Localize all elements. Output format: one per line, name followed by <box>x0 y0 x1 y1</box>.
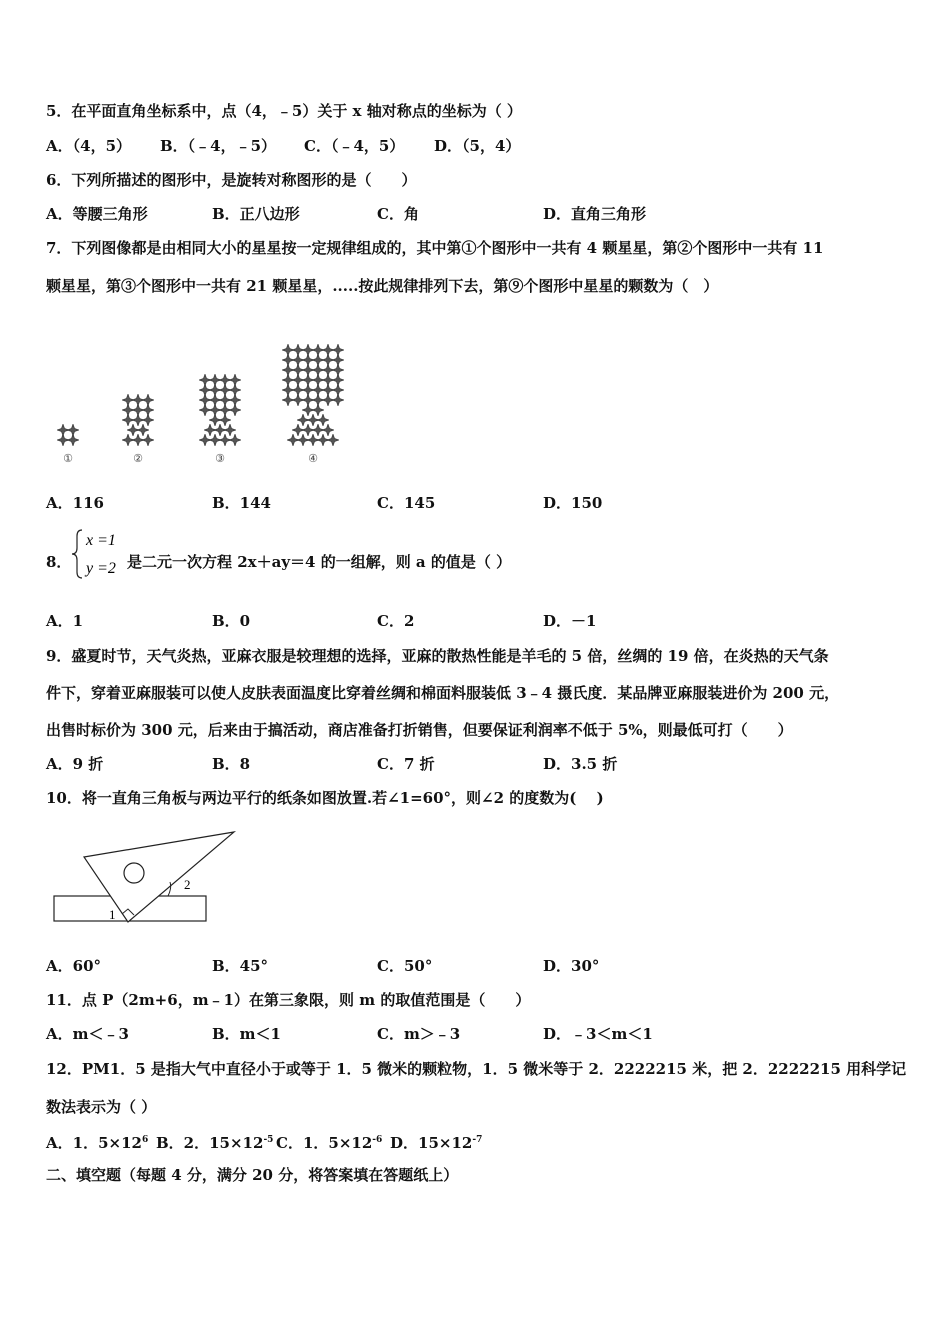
q8-option-c: C．2 <box>377 612 415 630</box>
q9-line3: 出售时标价为 300 元，后来由于搞活动，商店准备打折销售，但要保证利润率不低于 5%，则最低可打（ ） <box>46 721 793 739</box>
q5-option-d: D．（5，4） <box>434 137 521 155</box>
q9-line2: 件下，穿着亚麻服装可以使人皮肤表面温度比穿着丝绸和棉面料服装低 3﹣4 摄氏度．某品牌亚麻服装进价为 200 元， <box>46 684 840 702</box>
q10-option-c: C．50° <box>377 957 433 975</box>
q8-option-a: A．1 <box>46 612 84 630</box>
q9-option-b: B．8 <box>212 755 251 773</box>
q7-option-a: A．116 <box>46 494 104 512</box>
q8-stem: 是二元一次方程 2x＋ay＝4 的一组解，则 a 的值是（ ） <box>127 553 512 571</box>
q12-option-d: D．$15\times 12^{-7}$ <box>390 1134 483 1152</box>
q12-option-c: C．1．$5\times 12^{-6}$ <box>276 1134 383 1152</box>
q7-option-c: C．145 <box>377 494 436 512</box>
q5-option-b: B．（﹣4，﹣5） <box>160 137 277 155</box>
q7-fig3-label: ③ <box>215 453 225 465</box>
q7-option-d: D．150 <box>543 494 603 512</box>
q12-line1: 12．PM1．5 是指大气中直径小于或等于 1．5 微米的颗粒物，1．5 微米等于 2．2222215 米，把 2．2222215 用科学记 <box>46 1060 907 1078</box>
q11-stem: 11．点 P（2m+6，m﹣1）在第三象限，则 m 的取值范围是（ ） <box>46 991 531 1009</box>
q6-stem: 6．下列所描述的图形中，是旋转对称图形的是（ ） <box>46 171 417 189</box>
section2-heading: 二、填空题（每题 4 分，满分 20 分，将答案填在答题纸上） <box>46 1166 459 1184</box>
q10-option-b: B．45° <box>212 957 269 975</box>
q11-option-d: D．﹣3＜m＜1 <box>543 1025 653 1043</box>
q7-star <box>67 424 79 436</box>
q8-number: 8． <box>46 553 72 571</box>
q7-star <box>317 414 329 426</box>
q10-triangle <box>84 832 234 922</box>
q10-stem: 10．将一直角三角板与两边平行的纸条如图放置.若∠1=60°，则∠2 的度数为( ) <box>46 789 604 807</box>
q7-star <box>322 424 334 436</box>
q8-option-b: B．0 <box>212 612 251 630</box>
q7-star <box>332 344 344 356</box>
q12-line2: 数法表示为（ ） <box>46 1098 157 1116</box>
q10-angle1-label: 1 <box>109 907 116 922</box>
q9-option-d: D．3.5 折 <box>543 755 618 773</box>
q8-sys-x: x =1 <box>86 532 116 549</box>
q7-option-b: B．144 <box>212 494 271 512</box>
q11-option-a: A．m＜﹣3 <box>46 1025 129 1043</box>
q6-option-c: C．角 <box>377 205 419 223</box>
q9-option-a: A．9 折 <box>46 755 104 773</box>
q7-fig2-label: ② <box>133 453 143 465</box>
q12-option-b: B．2．$15\times 12^{-5}$ <box>156 1134 274 1152</box>
q7-star <box>327 434 339 446</box>
q7-stem-line2: 颗星星，第③个图形中一共有 21 颗星星，.....按此规律排列下去，第⑨个图形中星星的颗数为（ ） <box>46 277 719 295</box>
q7-star <box>229 434 241 446</box>
q12-option-a: A．1．$5\times 12^6$ <box>46 1134 149 1152</box>
q6-option-a: A．等腰三角形 <box>46 205 148 223</box>
q10-triangle-strip-figure <box>46 824 246 934</box>
q5-option-a: A．（4，5） <box>46 137 132 155</box>
q5-stem: 5．在平面直角坐标系中，点（4，﹣5）关于 x 轴对称点的坐标为（ ） <box>46 102 522 120</box>
q10-option-d: D．30° <box>543 957 600 975</box>
q7-star <box>142 434 154 446</box>
q9-option-c: C．7 折 <box>377 755 435 773</box>
q7-fig1-label: ① <box>63 453 73 465</box>
q6-option-b: B．正八边形 <box>212 205 300 223</box>
q7-star <box>142 394 154 406</box>
q5-option-c: C．（﹣4，5） <box>304 137 405 155</box>
q10-angle2-label: 2 <box>184 877 191 892</box>
q7-star-pattern-figure <box>44 310 364 470</box>
q8-option-d: D．－1 <box>543 612 597 630</box>
q6-option-d: D．直角三角形 <box>543 205 647 223</box>
q7-star <box>229 374 241 386</box>
q11-option-c: C．m＞﹣3 <box>377 1025 461 1043</box>
q8-equation-system <box>70 526 130 582</box>
q7-star <box>224 424 236 436</box>
q9-line1: 9．盛夏时节，天气炎热，亚麻衣服是较理想的选择，亚麻的散热性能是羊毛的 5 倍，丝绸的 19 倍，在炎热的天气条 <box>46 647 829 665</box>
q7-stem-line1: 7．下列图像都是由相同大小的星星按一定规律组成的，其中第①个图形中一共有 4 颗星星，第②个图形中一共有 11 <box>46 239 824 257</box>
q10-option-a: A．60° <box>46 957 102 975</box>
q11-option-b: B．m＜1 <box>212 1025 281 1043</box>
q7-star <box>137 424 149 436</box>
q8-sys-y: y =2 <box>86 560 116 577</box>
q7-fig4-label: ④ <box>308 453 318 465</box>
